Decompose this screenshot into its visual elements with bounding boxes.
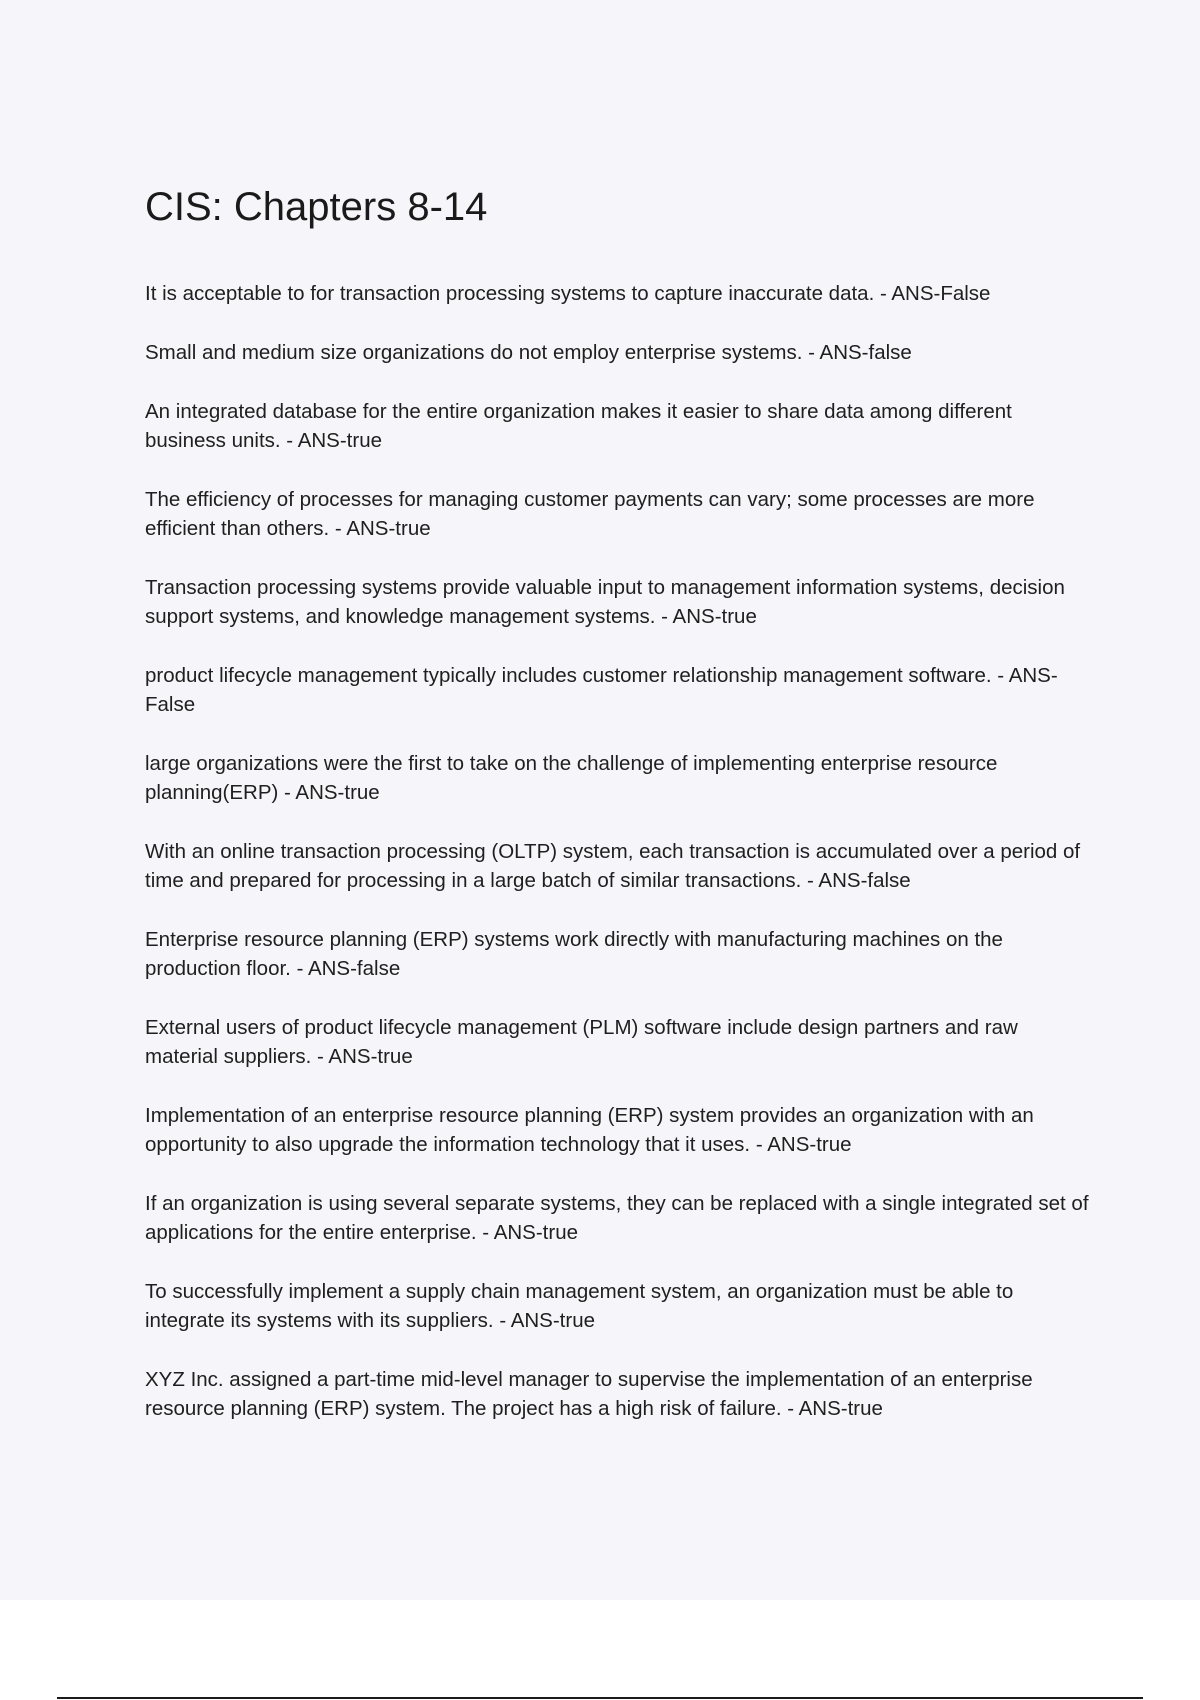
qa-item: Implementation of an enterprise resource planning (ERP) system provides an organization with an opportunity to also upgrade the information technology that it uses. - ANS-true (145, 1104, 1034, 1156)
qa-item: An integrated database for the entire organization makes it easier to share data among different business units. - ANS-true (145, 400, 1012, 452)
qa-item: product lifecycle management typically includes customer relationship management software. - ANS-False (145, 664, 1058, 716)
page-title: CIS: Chapters 8-14 (145, 185, 488, 229)
qa-item: To successfully implement a supply chain management system, an organization must be able to integrate its systems with its suppliers. - ANS-true (145, 1280, 1014, 1332)
qa-item: It is acceptable to for transaction processing systems to capture inaccurate data. - ANS-False (145, 282, 991, 305)
footer-divider (57, 1697, 1143, 1699)
qa-item: The efficiency of processes for managing customer payments can vary; some processes are more efficient than others. - ANS-true (145, 488, 1035, 540)
qa-item: XYZ Inc. assigned a part-time mid-level manager to supervise the implementation of an enterprise resource planning (ERP) system. The project has a high risk of failure. - ANS-true (145, 1368, 1033, 1420)
qa-list (145, 279, 1095, 1453)
qa-item: Transaction processing systems provide valuable input to management information systems, decision support systems, and knowledge management systems. - ANS-true (145, 576, 1065, 628)
qa-item: Enterprise resource planning (ERP) systems work directly with manufacturing machines on the production floor. - ANS-false (145, 928, 1003, 980)
qa-item: External users of product lifecycle management (PLM) software include design partners and raw material suppliers. - ANS-true (145, 1016, 1018, 1068)
qa-item: With an online transaction processing (OLTP) system, each transaction is accumulated over a period of time and prepared for processing in a large batch of similar transactions. - ANS-false (145, 840, 1081, 892)
qa-item: large organizations were the first to take on the challenge of implementing enterprise resource planning(ERP) - ANS-true (145, 752, 998, 804)
qa-item: Small and medium size organizations do not employ enterprise systems. - ANS-false (145, 341, 912, 364)
qa-item: If an organization is using several separate systems, they can be replaced with a single integrated set of applications for the entire enterprise. - ANS-true (145, 1192, 1089, 1244)
